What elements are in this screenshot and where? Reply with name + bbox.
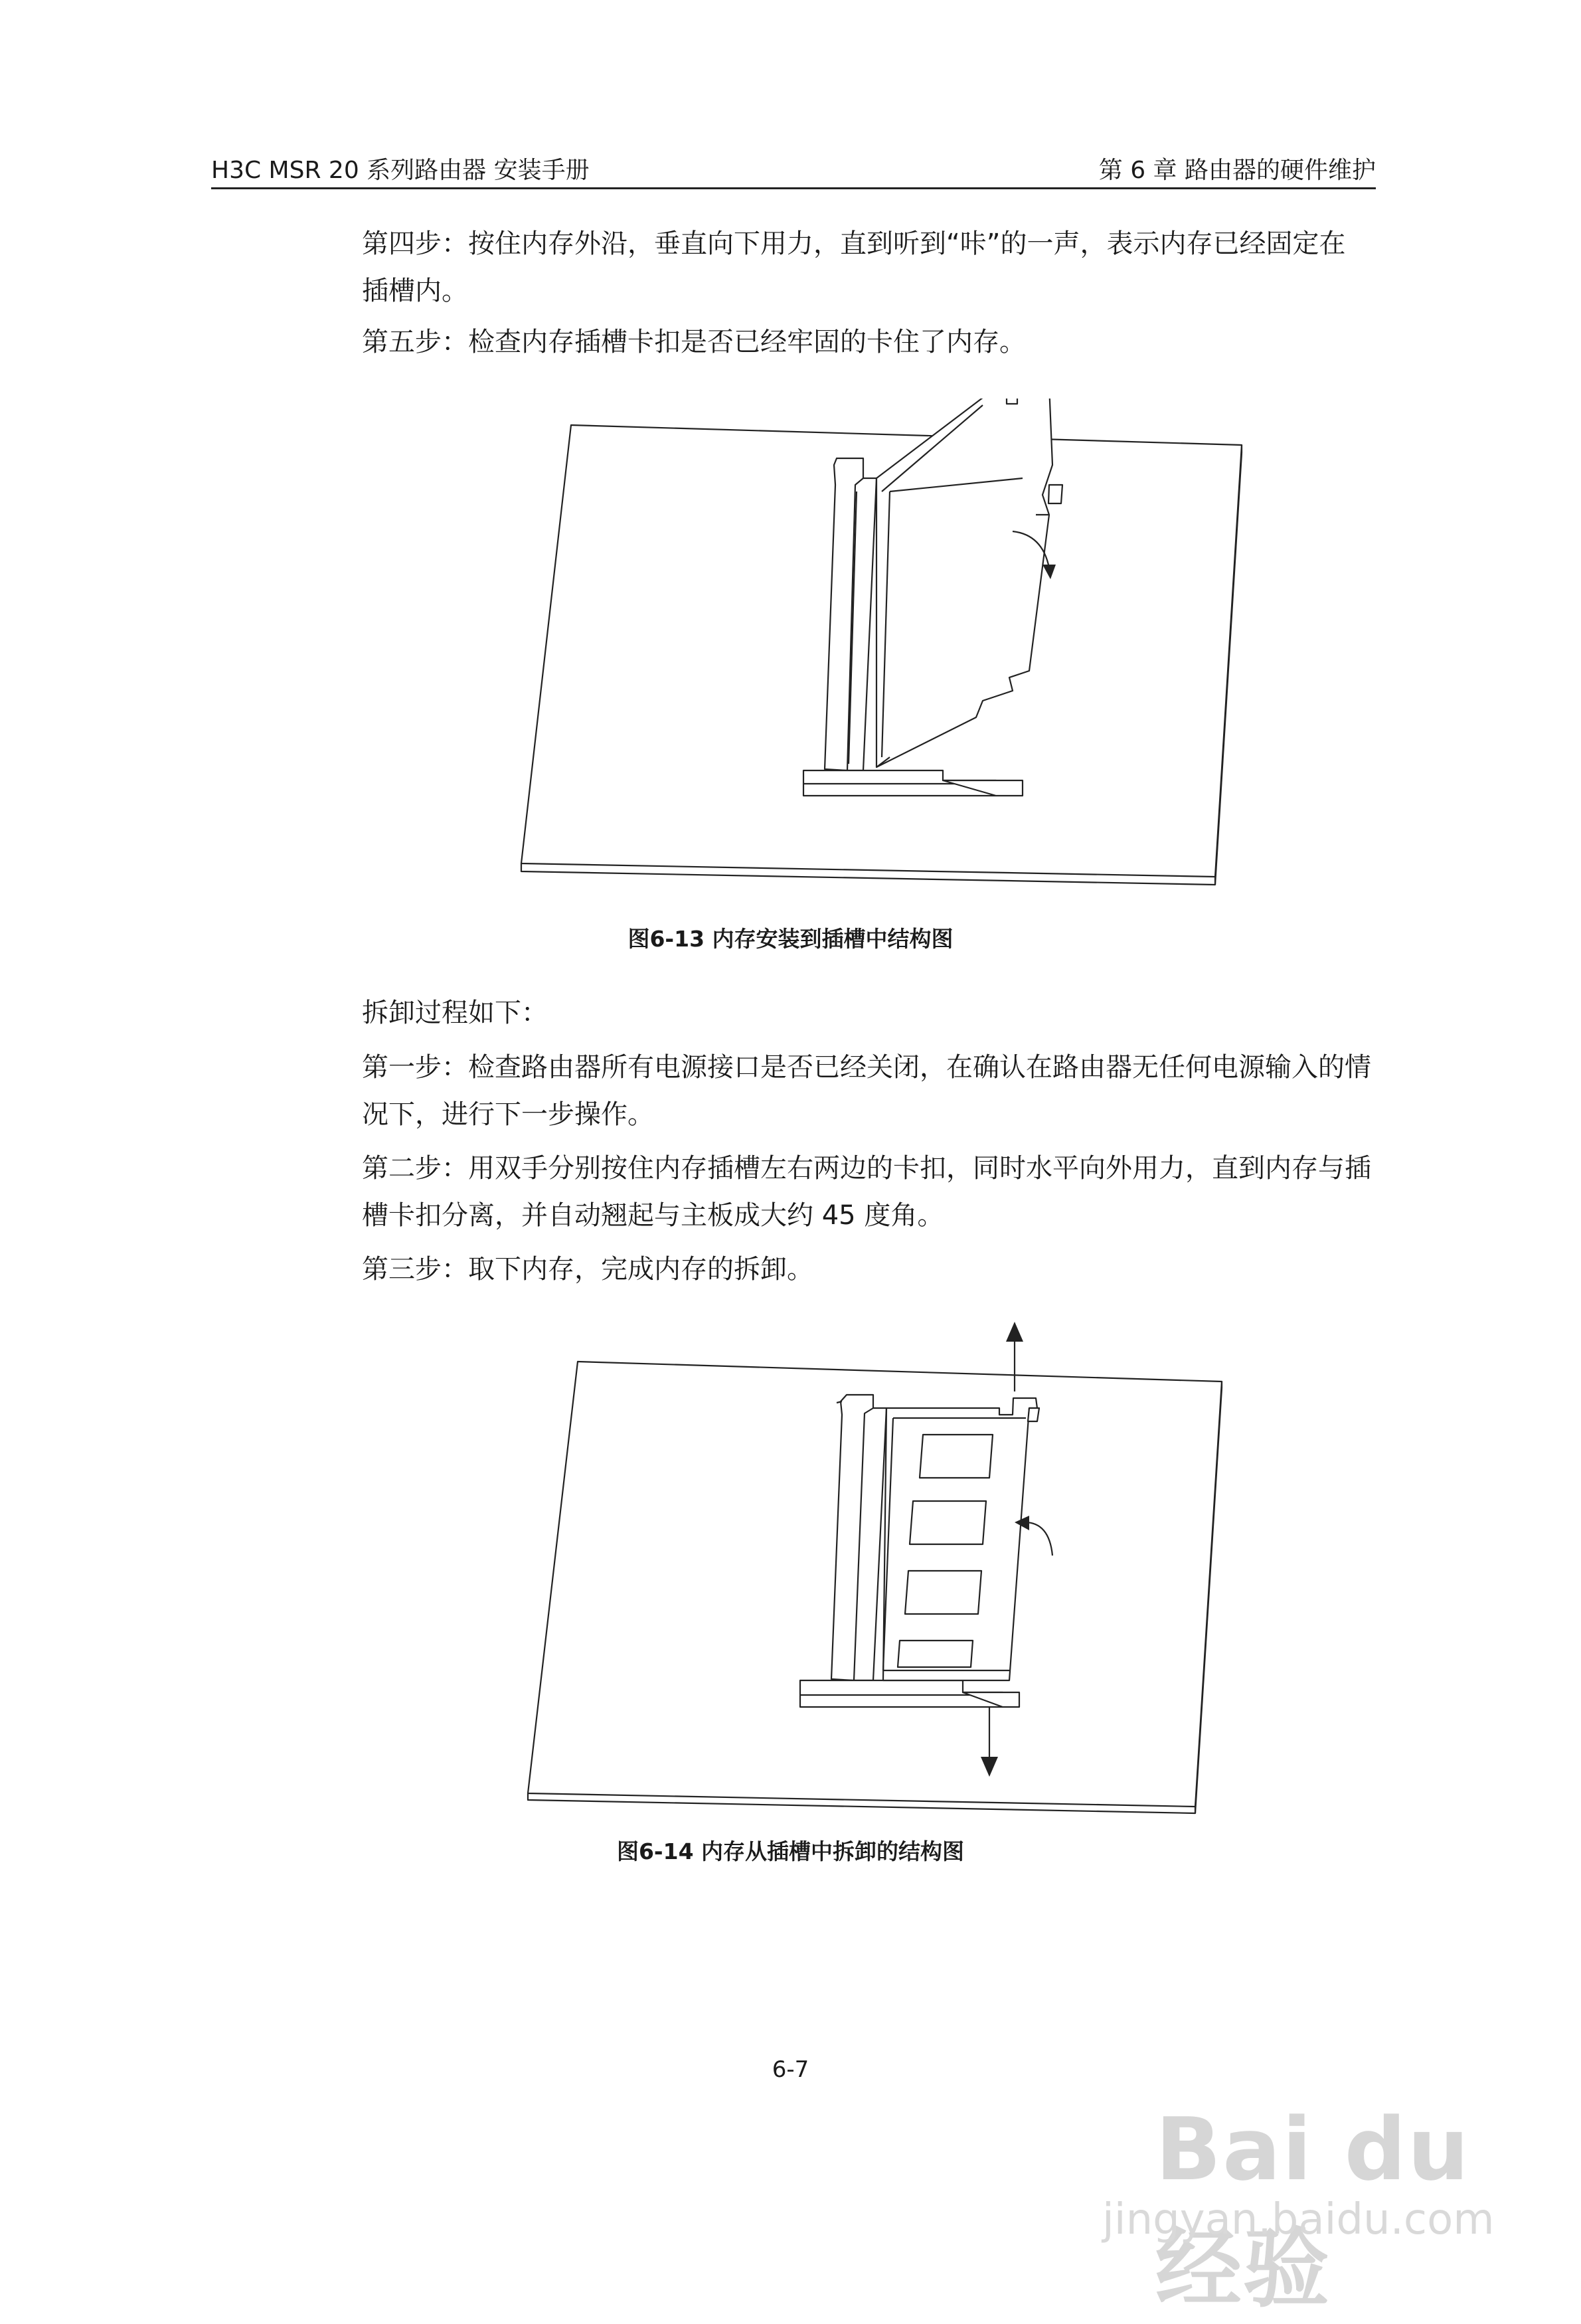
header-chapter-title: 第 6 章 路由器的硬件维护 (1098, 157, 1376, 184)
figure-6-14-diagram (525, 1308, 1242, 1820)
figure-6-14-caption: 图6-14 内存从插槽中拆卸的结构图 (616, 1838, 965, 1864)
figure-6-13-diagram (518, 399, 1248, 903)
watermark-url: jingyan.baidu.com (1102, 2195, 1495, 2244)
paragraph-removal-step3: 第三步：取下内存，完成内存的拆卸。 (362, 1254, 813, 1285)
paragraph-step5: 第五步：检查内存插槽卡扣是否已经牢固的卡住了内存。 (362, 327, 1026, 357)
paragraph-removal-step1: 第一步：检查路由器所有电源接口是否已经关闭，在确认在路由器无任何电源输入的情况下，进行下一步操作。 (362, 1052, 1371, 1130)
paragraph-removal-step2: 第二步：用双手分别按住内存插槽左右两边的卡扣，同时水平向外用力，直到内存与插槽卡扣分离，并自动翘起与主板成大约 45 度角。 (362, 1153, 1371, 1231)
page-header (211, 147, 1376, 189)
figure-6-13-caption: 图6-13 内存安装到插槽中结构图 (627, 926, 954, 952)
paragraph-removal-intro: 拆卸过程如下： (362, 998, 548, 1028)
header-manual-title: H3C MSR 20 系列路由器 安装手册 (211, 157, 590, 184)
watermark-brand: Bai du 经验 (1155, 2099, 1471, 2319)
baidu-jingyan-watermark (1102, 2099, 1567, 2319)
paragraph-step4: 第四步：按住内存外沿，垂直向下用力，直到听到“咔”的一声，表示内存已经固定在插槽内。 (362, 228, 1346, 306)
page-number: 6-7 (772, 2056, 809, 2083)
